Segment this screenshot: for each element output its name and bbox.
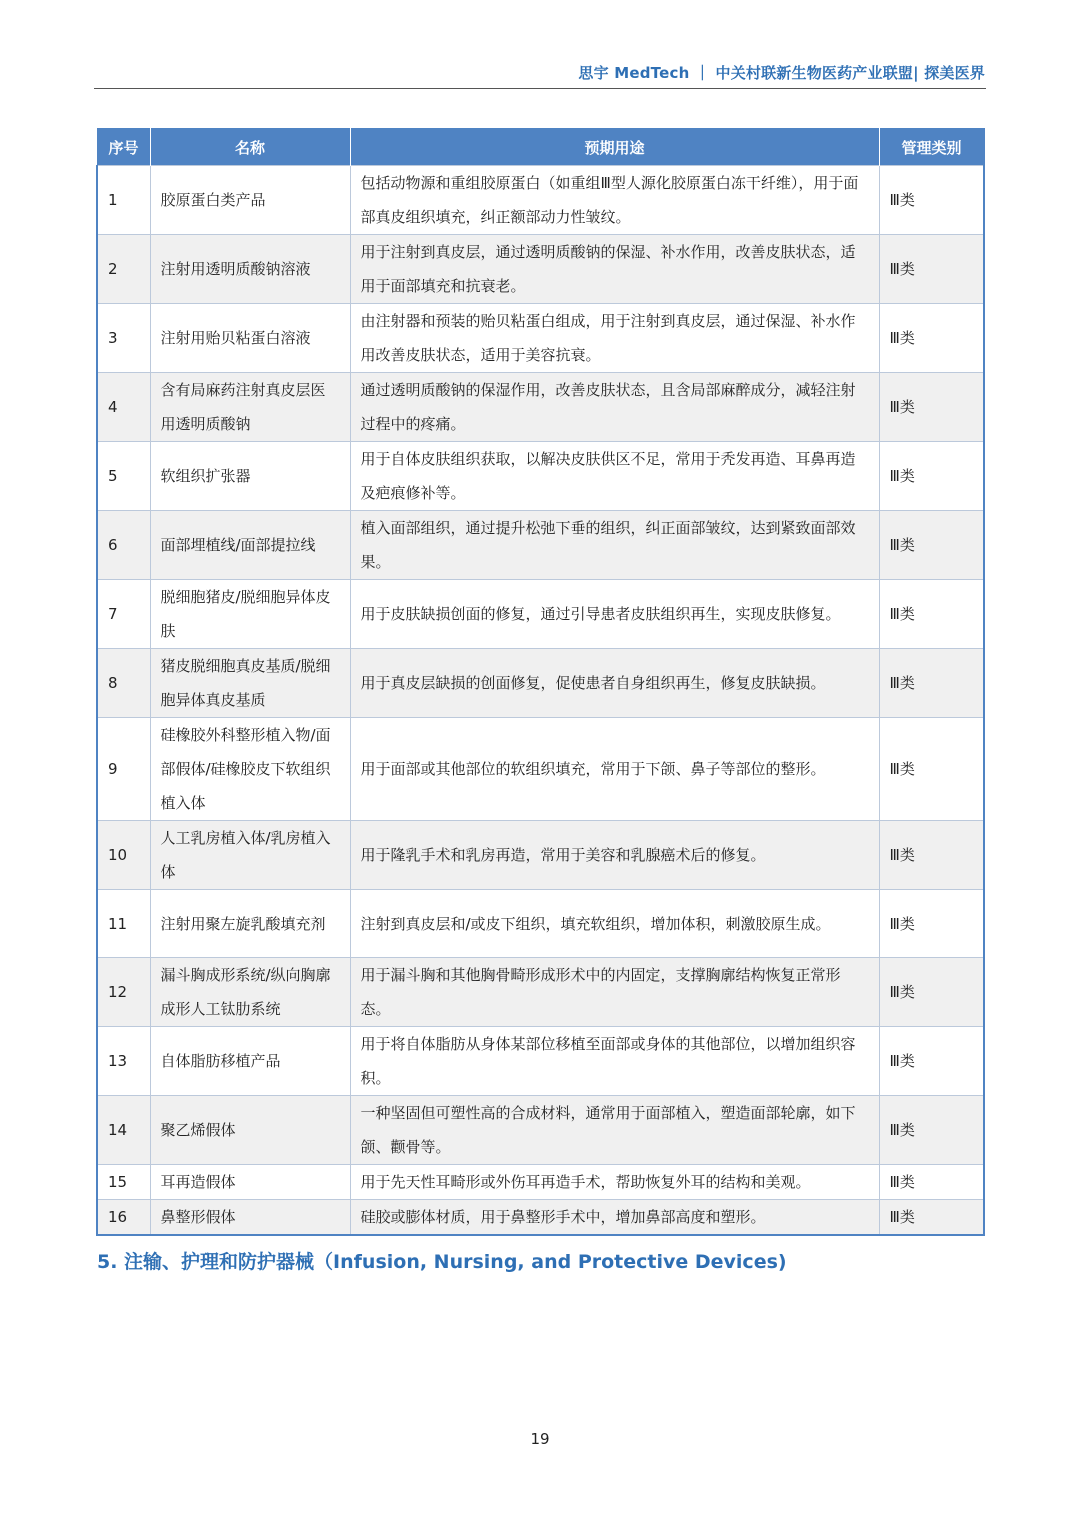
cell-name: 硅橡胶外科整形植入物/面部假体/硅橡胶皮下软组织植入体 (150, 718, 350, 821)
cell-category: Ⅲ类 (879, 304, 984, 373)
cell-intended-use: 硅胶或膨体材质，用于鼻整形手术中，增加鼻部高度和塑形。 (350, 1200, 879, 1236)
cell-number: 7 (97, 580, 150, 649)
section-heading: 5. 注输、护理和防护器械（Infusion, Nursing, and Protective Devices) (97, 1251, 787, 1273)
cell-name: 自体脂肪移植产品 (150, 1027, 350, 1096)
table-row (97, 1165, 984, 1200)
table-row (97, 511, 984, 580)
table-row (97, 1096, 984, 1165)
column-header-name: 名称 (150, 129, 350, 166)
cell-intended-use: 用于真皮层缺损的创面修复，促使患者自身组织再生，修复皮肤缺损。 (350, 649, 879, 718)
cell-intended-use: 用于隆乳手术和乳房再造，常用于美容和乳腺癌术后的修复。 (350, 821, 879, 890)
cell-intended-use: 用于漏斗胸和其他胸骨畸形成形术中的内固定，支撑胸廓结构恢复正常形态。 (350, 958, 879, 1027)
cell-intended-use: 一种坚固但可塑性高的合成材料，通常用于面部植入，塑造面部轮廓，如下颌、颧骨等。 (350, 1096, 879, 1165)
cell-intended-use: 用于注射到真皮层，通过透明质酸钠的保湿、补水作用，改善皮肤状态，适用于面部填充和抗衰老。 (350, 235, 879, 304)
cell-intended-use: 用于先天性耳畸形或外伤耳再造手术，帮助恢复外耳的结构和美观。 (350, 1165, 879, 1200)
table-row (97, 1200, 984, 1236)
cell-intended-use: 植入面部组织，通过提升松弛下垂的组织，纠正面部皱纹，达到紧致面部效果。 (350, 511, 879, 580)
cell-number: 13 (97, 1027, 150, 1096)
cell-category: Ⅲ类 (879, 1200, 984, 1236)
cell-name: 漏斗胸成形系统/纵向胸廓成形人工钛肋系统 (150, 958, 350, 1027)
table-row (97, 580, 984, 649)
cell-number: 5 (97, 442, 150, 511)
cell-intended-use: 通过透明质酸钠的保湿作用，改善皮肤状态，且含局部麻醉成分，减轻注射过程中的疼痛。 (350, 373, 879, 442)
cell-category: Ⅲ类 (879, 958, 984, 1027)
cell-category: Ⅲ类 (879, 235, 984, 304)
cell-name: 注射用透明质酸钠溶液 (150, 235, 350, 304)
cell-category: Ⅲ类 (879, 373, 984, 442)
table-row (97, 235, 984, 304)
cell-intended-use: 包括动物源和重组胶原蛋白（如重组Ⅲ型人源化胶原蛋白冻干纤维），用于面部真皮组织填充，纠正额部动力性皱纹。 (350, 166, 879, 235)
cell-number: 3 (97, 304, 150, 373)
column-header-intended-use: 预期用途 (350, 129, 879, 166)
header-divider (94, 88, 986, 89)
page-header: 思宇 MedTech ｜ 中关村联新生物医药产业联盟| 探美医界 (578, 64, 985, 82)
cell-category: Ⅲ类 (879, 511, 984, 580)
device-classification-table (96, 128, 985, 1236)
cell-category: Ⅲ类 (879, 442, 984, 511)
table-header-row (97, 129, 984, 166)
table-row (97, 442, 984, 511)
cell-name: 耳再造假体 (150, 1165, 350, 1200)
cell-number: 12 (97, 958, 150, 1027)
table-row (97, 304, 984, 373)
cell-category: Ⅲ类 (879, 580, 984, 649)
cell-name: 猪皮脱细胞真皮基质/脱细胞异体真皮基质 (150, 649, 350, 718)
cell-number: 14 (97, 1096, 150, 1165)
cell-intended-use: 注射到真皮层和/或皮下组织，填充软组织，增加体积，刺激胶原生成。 (350, 890, 879, 958)
cell-category: Ⅲ类 (879, 821, 984, 890)
cell-category: Ⅲ类 (879, 1027, 984, 1096)
table-row (97, 166, 984, 235)
cell-name: 含有局麻药注射真皮层医用透明质酸钠 (150, 373, 350, 442)
cell-number: 6 (97, 511, 150, 580)
table-row (97, 649, 984, 718)
cell-name: 面部埋植线/面部提拉线 (150, 511, 350, 580)
cell-name: 鼻整形假体 (150, 1200, 350, 1236)
cell-category: Ⅲ类 (879, 890, 984, 958)
cell-number: 10 (97, 821, 150, 890)
table-row (97, 1027, 984, 1096)
cell-number: 8 (97, 649, 150, 718)
cell-name: 软组织扩张器 (150, 442, 350, 511)
cell-category: Ⅲ类 (879, 1096, 984, 1165)
cell-category: Ⅲ类 (879, 1165, 984, 1200)
page-number: 19 (530, 1430, 550, 1448)
cell-number: 15 (97, 1165, 150, 1200)
cell-name: 人工乳房植入体/乳房植入体 (150, 821, 350, 890)
cell-name: 注射用聚左旋乳酸填充剂 (150, 890, 350, 958)
cell-category: Ⅲ类 (879, 166, 984, 235)
column-header-category: 管理类别 (879, 129, 984, 166)
table-row (97, 373, 984, 442)
cell-number: 9 (97, 718, 150, 821)
cell-category: Ⅲ类 (879, 649, 984, 718)
cell-intended-use: 用于面部或其他部位的软组织填充，常用于下颌、鼻子等部位的整形。 (350, 718, 879, 821)
cell-number: 11 (97, 890, 150, 958)
cell-name: 胶原蛋白类产品 (150, 166, 350, 235)
cell-intended-use: 由注射器和预装的贻贝粘蛋白组成，用于注射到真皮层，通过保湿、补水作用改善皮肤状态，适用于美容抗衰。 (350, 304, 879, 373)
cell-intended-use: 用于皮肤缺损创面的修复，通过引导患者皮肤组织再生，实现皮肤修复。 (350, 580, 879, 649)
cell-number: 2 (97, 235, 150, 304)
cell-category: Ⅲ类 (879, 718, 984, 821)
cell-intended-use: 用于自体皮肤组织获取，以解决皮肤供区不足，常用于秃发再造、耳鼻再造及疤痕修补等。 (350, 442, 879, 511)
cell-name: 脱细胞猪皮/脱细胞异体皮肤 (150, 580, 350, 649)
table-row (97, 890, 984, 958)
table-row (97, 821, 984, 890)
cell-name: 注射用贻贝粘蛋白溶液 (150, 304, 350, 373)
cell-number: 4 (97, 373, 150, 442)
cell-name: 聚乙烯假体 (150, 1096, 350, 1165)
cell-number: 16 (97, 1200, 150, 1236)
table-row (97, 958, 984, 1027)
cell-intended-use: 用于将自体脂肪从身体某部位移植至面部或身体的其他部位，以增加组织容积。 (350, 1027, 879, 1096)
column-header-number: 序号 (97, 129, 150, 166)
cell-number: 1 (97, 166, 150, 235)
table-row (97, 718, 984, 821)
